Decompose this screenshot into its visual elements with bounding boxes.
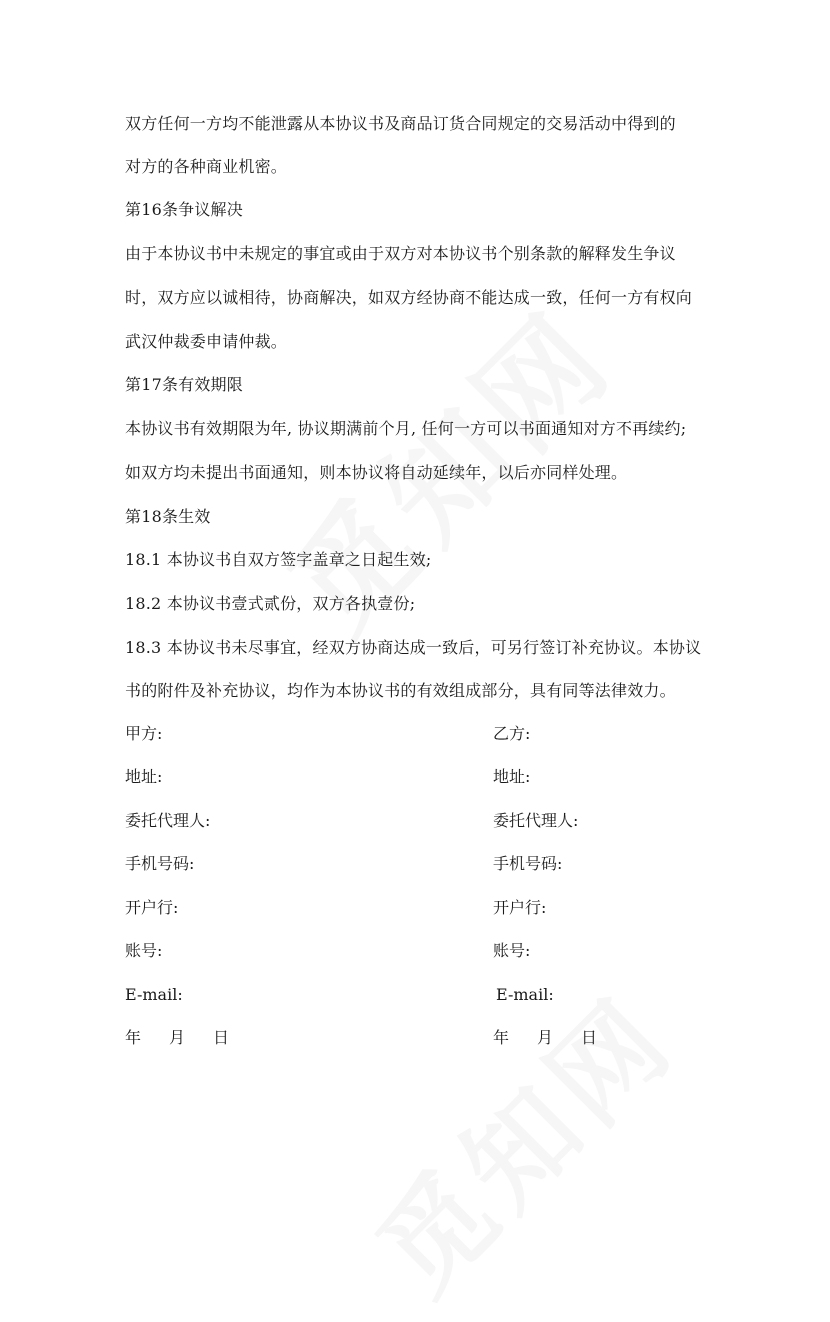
section-heading: 第18条生效 [125, 507, 211, 526]
paragraph-line: 时，双方应以诚相待，协商解决，如双方经协商不能达成一致，任何一方有权向 [125, 288, 693, 307]
date-day-label: 日 [581, 1028, 598, 1047]
section-heading: 第17条有效期限 [125, 375, 243, 394]
paragraph-line: 武汉仲裁委申请仲裁。 [125, 332, 288, 351]
party-a-address-label: 地址: [125, 767, 163, 786]
party-a-email-label: E-mail: [125, 985, 183, 1004]
party-a-bank-label: 开户行: [125, 898, 179, 917]
party-b-agent-label: 委托代理人: [493, 811, 579, 830]
date-year-label: 年 [125, 1028, 142, 1047]
party-b-address-label: 地址: [493, 767, 531, 786]
date-day-label: 日 [213, 1028, 230, 1047]
party-a-account-label: 账号: [125, 941, 163, 960]
party-a-phone-label: 手机号码: [125, 854, 195, 873]
date-year-label: 年 [493, 1028, 510, 1047]
clause-line: 18.2 本协议书壹式贰份，双方各执壹份; [125, 594, 416, 613]
watermark [337, 956, 703, 1322]
paragraph-line: 对方的各种商业机密。 [125, 157, 288, 176]
paragraph-line: 双方任何一方均不能泄露从本协议书及商品订货合同规定的交易活动中得到的 [125, 114, 676, 133]
clause-line: 18.1 本协议书自双方签字盖章之日起生效; [125, 550, 432, 569]
paragraph-line: 本协议书有效期限为年, 协议期满前个月, 任何一方可以书面通知对方不再续约; [125, 419, 687, 438]
clause-line: 18.3 本协议书未尽事宜，经双方协商达成一致后，可另行签订补充协议。本协议 [125, 638, 702, 657]
party-b-title: 乙方: [493, 724, 531, 743]
paragraph-line: 如双方均未提出书面通知，则本协议将自动延续年，以后亦同样处理。 [125, 463, 628, 482]
party-a-agent-label: 委托代理人: [125, 811, 211, 830]
party-b-email-label: E-mail: [496, 985, 554, 1004]
paragraph-line: 由于本协议书中未规定的事宜或由于双方对本协议书个别条款的解释发生争议 [125, 244, 676, 263]
party-b-bank-label: 开户行: [493, 898, 547, 917]
party-a-date [125, 1027, 257, 1049]
section-heading: 第16条争议解决 [125, 200, 243, 219]
date-month-label: 月 [169, 1028, 186, 1047]
party-a-title: 甲方: [125, 724, 163, 743]
party-b-date [493, 1027, 625, 1049]
date-month-label: 月 [537, 1028, 554, 1047]
party-b-phone-label: 手机号码: [493, 854, 563, 873]
clause-line: 书的附件及补充协议，均作为本协议书的有效组成部分，具有同等法律效力。 [125, 681, 676, 700]
party-b-account-label: 账号: [493, 941, 531, 960]
